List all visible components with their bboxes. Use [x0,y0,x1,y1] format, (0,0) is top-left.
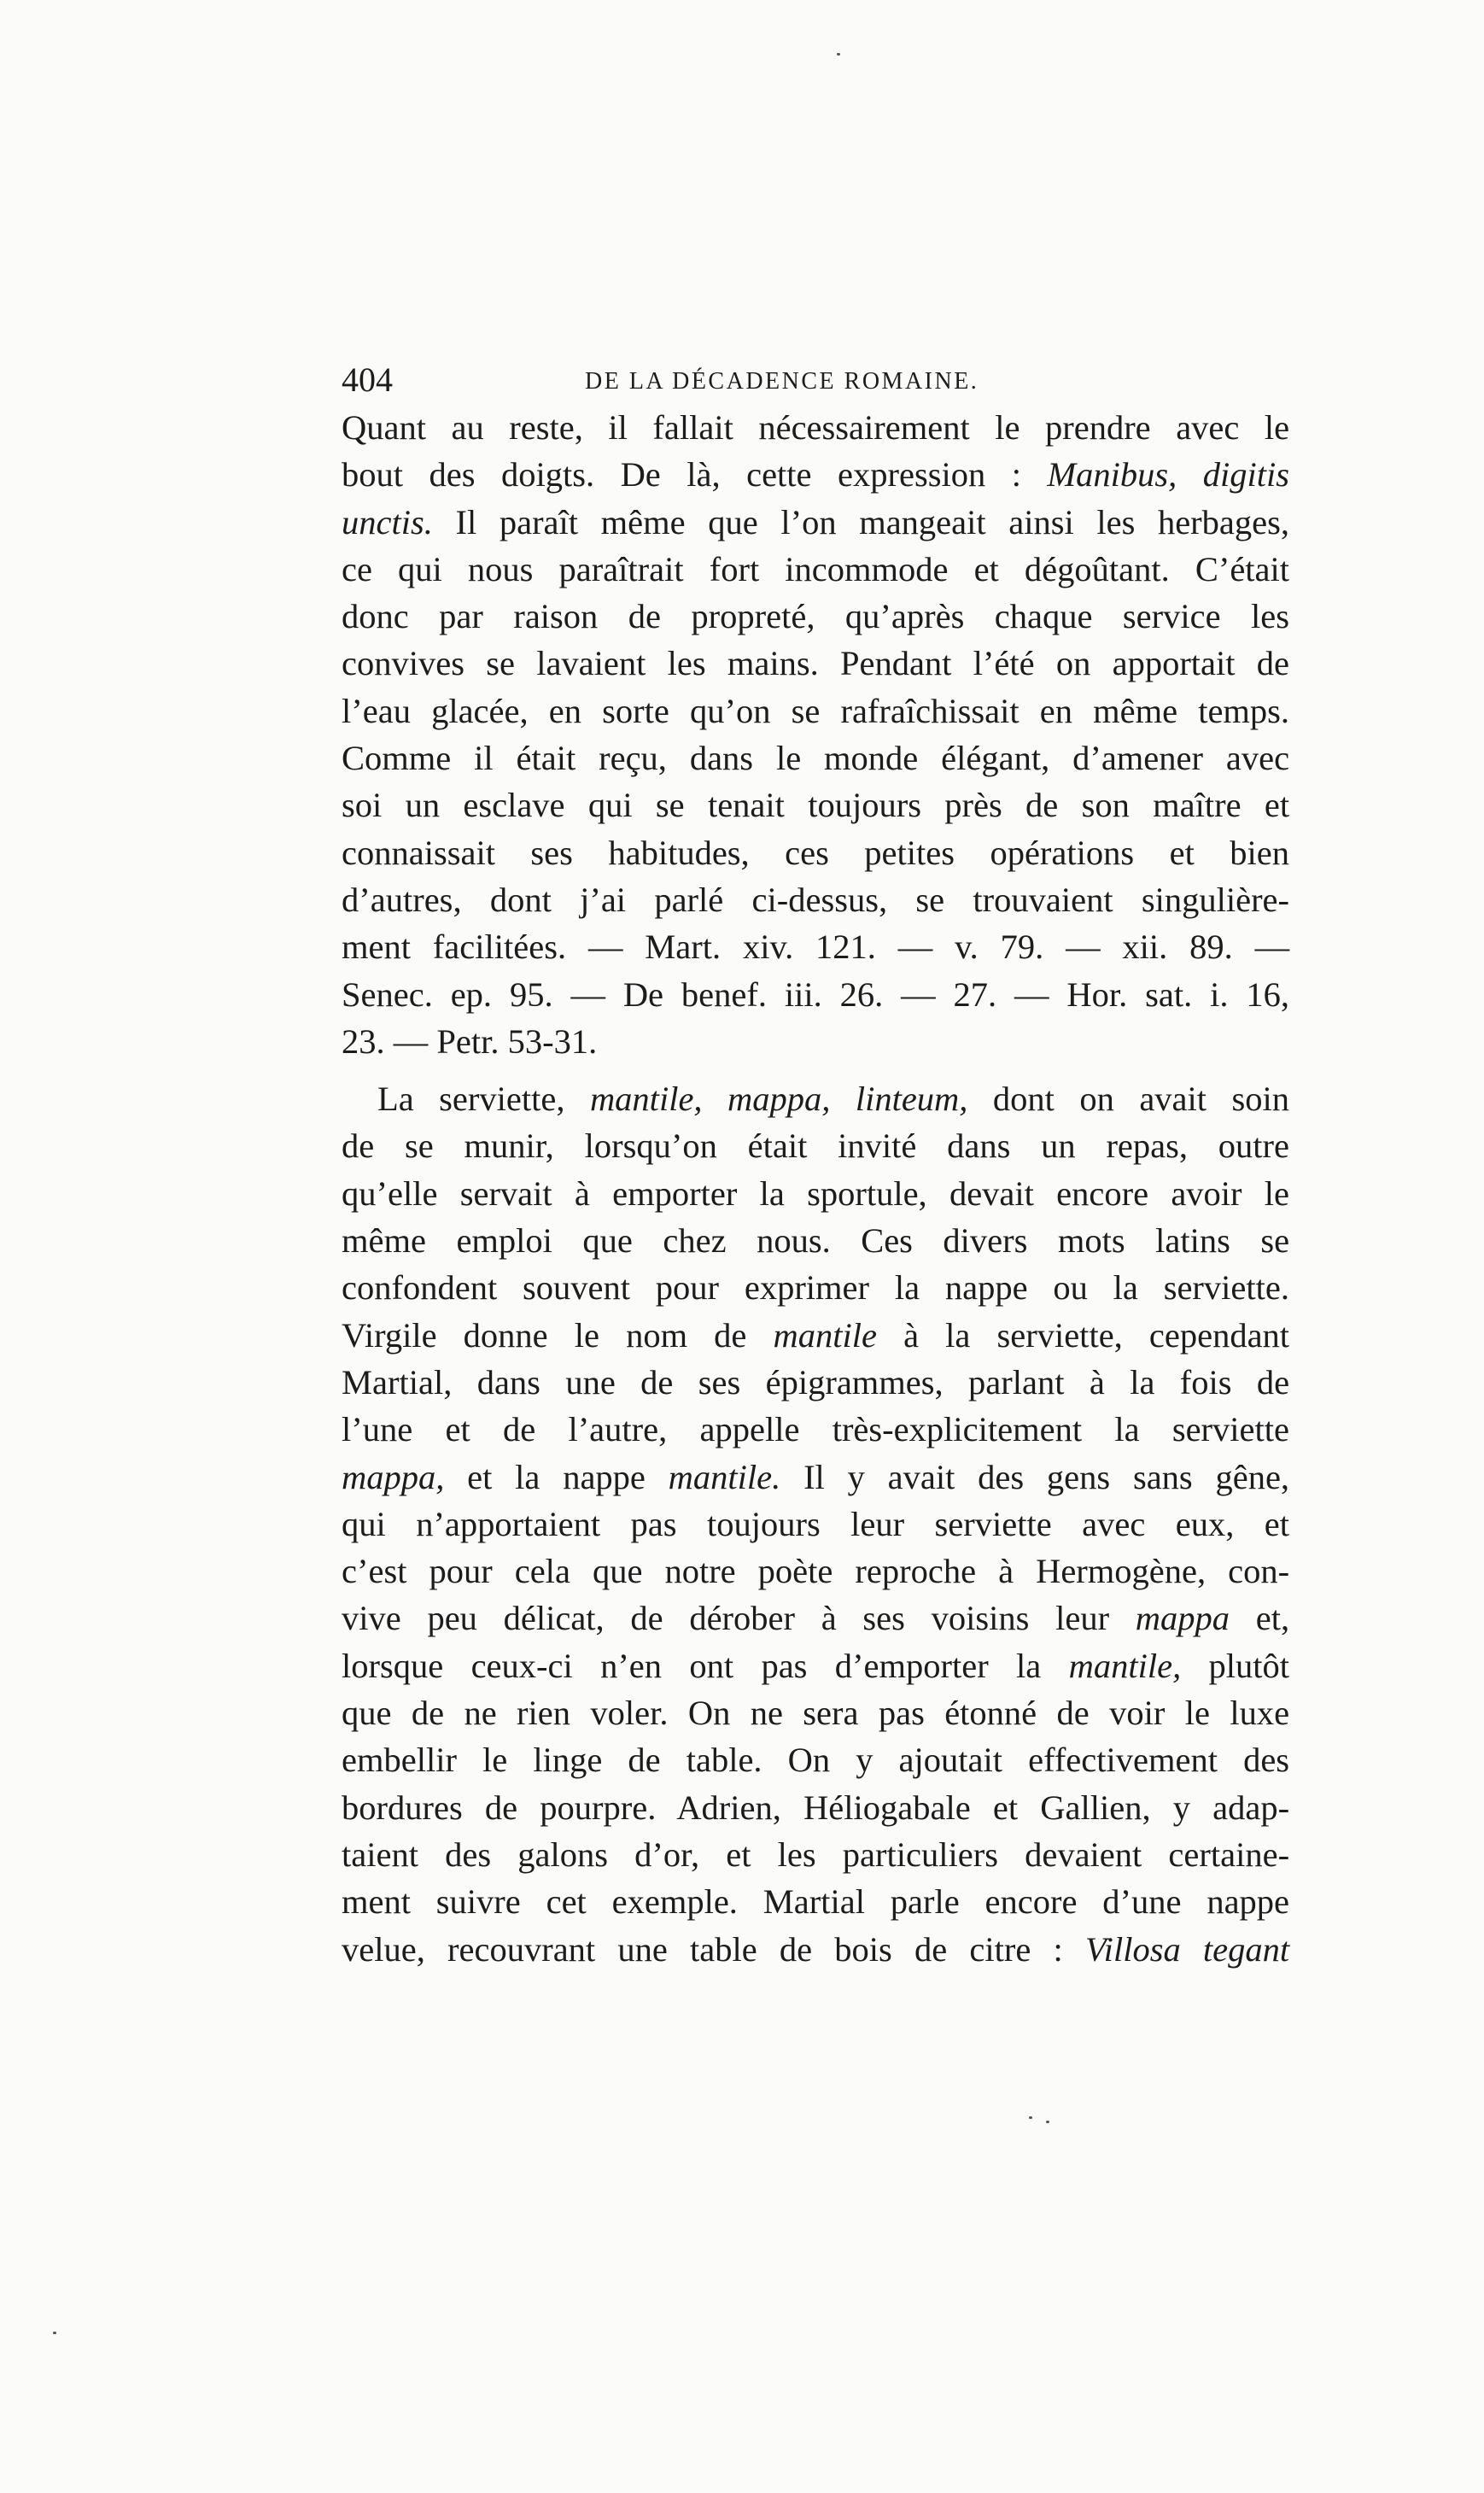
page-header [342,359,1289,401]
text-line: Quant au reste, il fallait nécessairement le prendre avec le [342,408,1290,447]
text-line: embellir le linge de table. On y ajoutait effectivement des [342,1741,1290,1780]
text-line: Senec. ep. 95. — De benef. iii. 26. — 27. — Hor. sat. i. 16, [342,974,1290,1014]
latin-term: unctis. [342,502,433,541]
text-line: de se munir, lorsqu’on était invité dans un repas, outre [342,1127,1290,1166]
text-line: La serviette, mantile, mappa, linteum, dont on avait soin [377,1080,1289,1119]
text-line: velue, recouvrant une table de bois de citre : Villosa tegant [342,1929,1290,1969]
text-line: Virgile donne le nom de mantile à la serviette, cependant [342,1315,1290,1355]
text-line: bordures de pourpre. Adrien, Héliogabale et Gallien, y adap- [342,1788,1290,1827]
print-speck [53,2332,56,2334]
text-line: d’autres, dont j’ai parlé ci-dessus, se trouvaient singulière- [342,880,1290,919]
text-line: que de ne rien voler. On ne sera pas étonné de voir le luxe [342,1694,1290,1733]
text-line: Comme il était reçu, dans le monde élégant, d’amener avec [342,739,1290,778]
paragraph-spacer [342,1065,1289,1075]
text-line: unctis. Il paraît même que l’on mangeait ainsi les herbages, [342,502,1290,541]
latin-term: mappa [1135,1599,1230,1638]
page-number: 404 [342,360,393,399]
latin-term: mappa, [342,1457,445,1496]
text-line: c’est pour cela que notre poète reproche à Hermogène, con- [342,1552,1290,1591]
running-title: DE LA DÉCADENCE ROMAINE. [585,368,979,395]
text-line: 23. — Petr. 53-31. [342,1021,598,1061]
latin-term: Manibus, [1047,455,1177,495]
text-line: l’eau glacée, en sorte qu’on se rafraîchissait en même temps. [342,691,1290,730]
text-line: taient des galons d’or, et les particuliers devaient certaine- [342,1835,1290,1874]
body-text [342,404,1289,1973]
latin-term: mappa, [727,1080,831,1119]
text-line: connaissait ses habitudes, ces petites opérations et bien [342,833,1290,872]
text-line: lorsque ceux-ci n’en ont pas d’emporter la mantile, plutôt [342,1646,1290,1685]
latin-term: tegant [1202,1929,1290,1969]
text-line: l’une et de l’autre, appelle très-explicitement la serviette [342,1410,1289,1449]
text-line: soi un esclave qui se tenait toujours près de son maître et [342,786,1290,825]
text-line: qui n’apportaient pas toujours leur serviette avec eux, et [342,1504,1290,1543]
text-line: même emploi que chez nous. Ces divers mots latins se [342,1221,1290,1261]
latin-term: Villosa [1084,1929,1181,1969]
text-line: ment suivre cet exemple. Martial parle encore d’une nappe [342,1882,1290,1922]
latin-term: mantile, [589,1080,703,1119]
latin-term: mantile. [668,1457,781,1496]
latin-term: linteum, [855,1080,968,1119]
print-speck [1046,2121,1049,2123]
text-line: confondent souvent pour exprimer la nappe ou la serviette. [342,1268,1289,1308]
print-speck [1029,2116,1032,2119]
latin-term: mantile, [1068,1646,1182,1685]
print-speck [837,53,840,56]
latin-term: digitis [1202,455,1290,495]
text-line: Martial, dans une de ses épigrammes, parlant à la fois de [342,1362,1290,1402]
text-line: convives se lavaient les mains. Pendant l’été on apportait de [342,644,1290,683]
text-line: donc par raison de propreté, qu’après chaque service les [342,597,1290,636]
text-line: vive peu délicat, de dérober à ses voisins leur mappa et, [342,1599,1290,1638]
latin-term: mantile [773,1315,877,1355]
text-line: ce qui nous paraîtrait fort incommode et dégoûtant. C’était [342,549,1290,588]
text-line: ment facilitées. — Mart. xiv. 121. — v. 79. — xii. 89. — [342,928,1290,967]
text-line: mappa, et la nappe mantile. Il y avait des gens sans gêne, [342,1457,1290,1496]
text-line: bout des doigts. De là, cette expression : Manibus, digitis [342,455,1290,495]
text-line: qu’elle servait à emporter la sportule, devait encore avoir le [342,1173,1290,1213]
